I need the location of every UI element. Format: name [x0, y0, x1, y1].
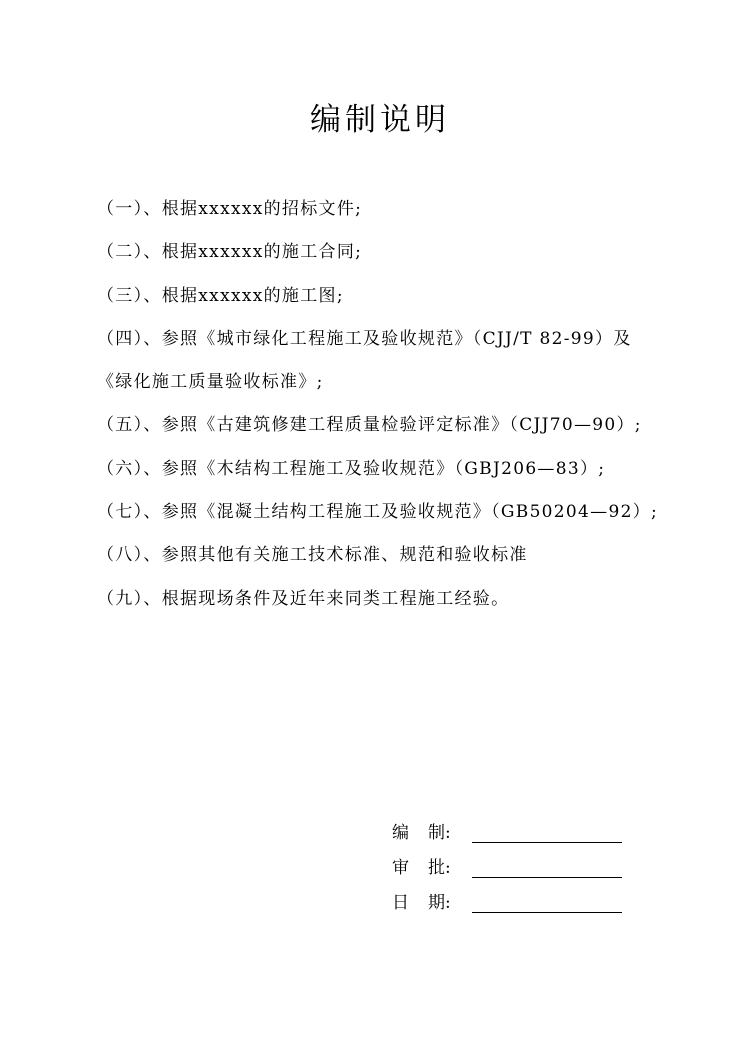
list-item: （五）、参照《古建筑修建工程质量检验评定标准》（CJJ70—90）; — [97, 415, 642, 436]
signature-block — [392, 816, 632, 921]
list-item-continuation: 《绿化施工质量验收标准》; — [97, 372, 324, 393]
list-item: （三）、根据xxxxxx的施工图; — [97, 285, 344, 306]
list-item: （四）、参照《城市绿化工程施工及验收规范》（CJJ/T 82-99）及 — [97, 328, 632, 349]
list-item: （八）、参照其他有关施工技术标准、规范和验收标准 — [97, 545, 528, 566]
date-label: 日 期: — [392, 893, 451, 913]
compiled-by-label: 编 制: — [392, 823, 451, 843]
list-item: （一）、根据xxxxxx的招标文件; — [97, 199, 363, 219]
list-item: （六）、参照《木结构工程施工及验收规范》（GBJ206—83）; — [97, 458, 606, 479]
basis-list — [97, 188, 677, 621]
date-row — [392, 886, 632, 921]
page-title: 编制说明 — [310, 102, 450, 138]
compiled-by-row — [392, 816, 632, 851]
approved-by-label: 审 批: — [392, 858, 451, 878]
date-line — [472, 912, 622, 913]
list-item: （七）、参照《混凝土结构工程施工及验收规范》（GB50204—92）; — [97, 502, 659, 523]
approved-by-line — [472, 877, 622, 878]
approved-by-row — [392, 851, 632, 886]
list-item: （二）、根据xxxxxx的施工合同; — [97, 242, 363, 263]
compiled-by-line — [472, 842, 622, 843]
list-item: （九）、根据现场条件及近年来同类工程施工经验。 — [97, 588, 510, 609]
